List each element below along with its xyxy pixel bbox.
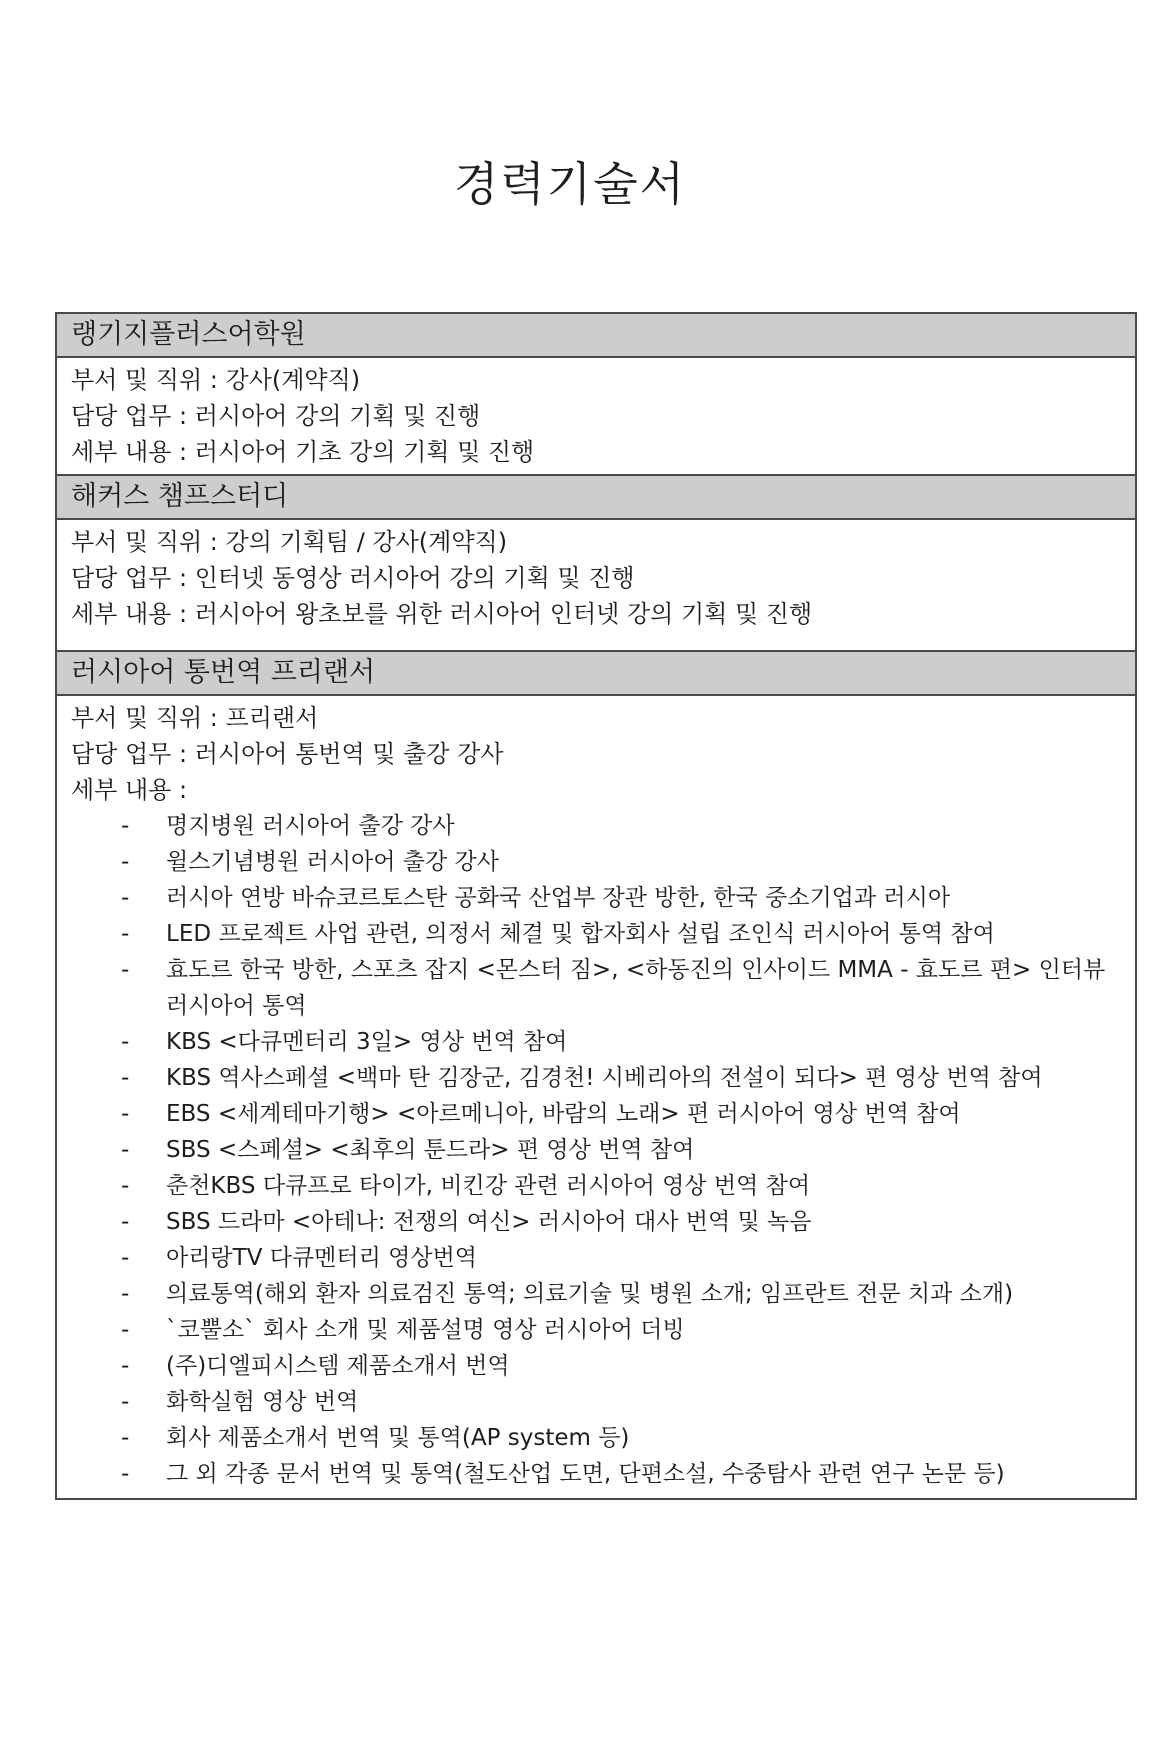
list-item: - 아리랑TV 다큐멘터리 영상번역 (121, 1245, 478, 1271)
list-item: - (주)디엘피시스템 제품소개서 번역 (121, 1353, 510, 1379)
list-item: - 윌스기념병원 러시아어 출강 강사 (121, 849, 499, 875)
list-item: - KBS <다큐멘터리 3일> 영상 번역 참여 (121, 1029, 568, 1055)
list-item: - SBS 드라마 <아테나: 전쟁의 여신> 러시아어 대사 번역 및 녹음 (121, 1209, 812, 1235)
section-header-language-plus: 랭기지플러스어학원 (57, 314, 1135, 358)
position-line: 부서 및 직위 : 강의 기획팀 / 강사(계약직) (71, 528, 508, 556)
list-item: - 춘천KBS 다큐프로 타이가, 비킨강 관련 러시아어 영상 번역 참여 (121, 1173, 811, 1199)
duty-line: 담당 업무 : 인터넷 동영상 러시아어 강의 기획 및 진행 (71, 564, 635, 592)
section-header-freelancer: 러시아어 통번역 프리랜서 (57, 652, 1135, 696)
position-line: 부서 및 직위 : 강사(계약직) (71, 366, 361, 394)
list-item: - 러시아 연방 바슈코르토스탄 공화국 산업부 장관 방한, 한국 중소기업과 러시아 (121, 885, 951, 911)
section-body-freelancer (57, 696, 1135, 1498)
list-item: - SBS <스페셜> <최후의 툰드라> 편 영상 번역 참여 (121, 1137, 695, 1163)
list-item: - 의료통역(해외 환자 의료검진 통역; 의료기술 및 병원 소개; 임프란트 전문 치과 소개) (121, 1281, 1014, 1307)
section-header-hackers: 해커스 챔프스터디 (57, 476, 1135, 520)
duty-line: 담당 업무 : 러시아어 통번역 및 출강 강사 (71, 740, 504, 768)
detail-bullet-list (71, 808, 1135, 1492)
list-item: - KBS 역사스페셜 <백마 탄 김장군, 김경천! 시베리아의 전설이 되다> 편 영상 번역 참여 (121, 1065, 1043, 1091)
career-table (55, 312, 1137, 1500)
list-item: - EBS <세계테마기행> <아르메니아, 바람의 노래> 편 러시아어 영상 번역 참여 (121, 1101, 961, 1127)
list-item: - 화학실험 영상 번역 (121, 1389, 359, 1415)
detail-line: 세부 내용 : 러시아어 왕초보를 위한 러시아어 인터넷 강의 기획 및 진행 (71, 600, 813, 628)
document-title: 경력기술서 (453, 157, 687, 211)
detail-line: 세부 내용 : (71, 776, 188, 804)
position-line: 부서 및 직위 : 프리랜서 (71, 704, 319, 732)
list-item: - 명지병원 러시아어 출강 강사 (121, 813, 455, 839)
section-body-language-plus (57, 358, 1135, 476)
list-item: - 그 외 각종 문서 번역 및 통역(철도산업 도면, 단편소설, 수중탐사 관련 연구 논문 등) (121, 1461, 1005, 1487)
list-item: - `코뿔소` 회사 소개 및 제품설명 영상 러시아어 더빙 (121, 1317, 685, 1343)
list-item: - 효도르 한국 방한, 스포츠 잡지 <몬스터 짐>, <하동진의 인사이드 MMA - 효도르 편> 인터뷰 러시아어 통역 (121, 957, 1106, 1019)
list-item: - 회사 제품소개서 번역 및 통역(AP system 등) (121, 1425, 630, 1451)
list-item: - LED 프로젝트 사업 관련, 의정서 체결 및 합자회사 설립 조인식 러시아어 통역 참여 (121, 921, 995, 947)
section-body-hackers (57, 520, 1135, 652)
detail-line: 세부 내용 : 러시아어 기초 강의 기획 및 진행 (71, 438, 535, 466)
duty-line: 담당 업무 : 러시아어 강의 기획 및 진행 (71, 402, 481, 430)
